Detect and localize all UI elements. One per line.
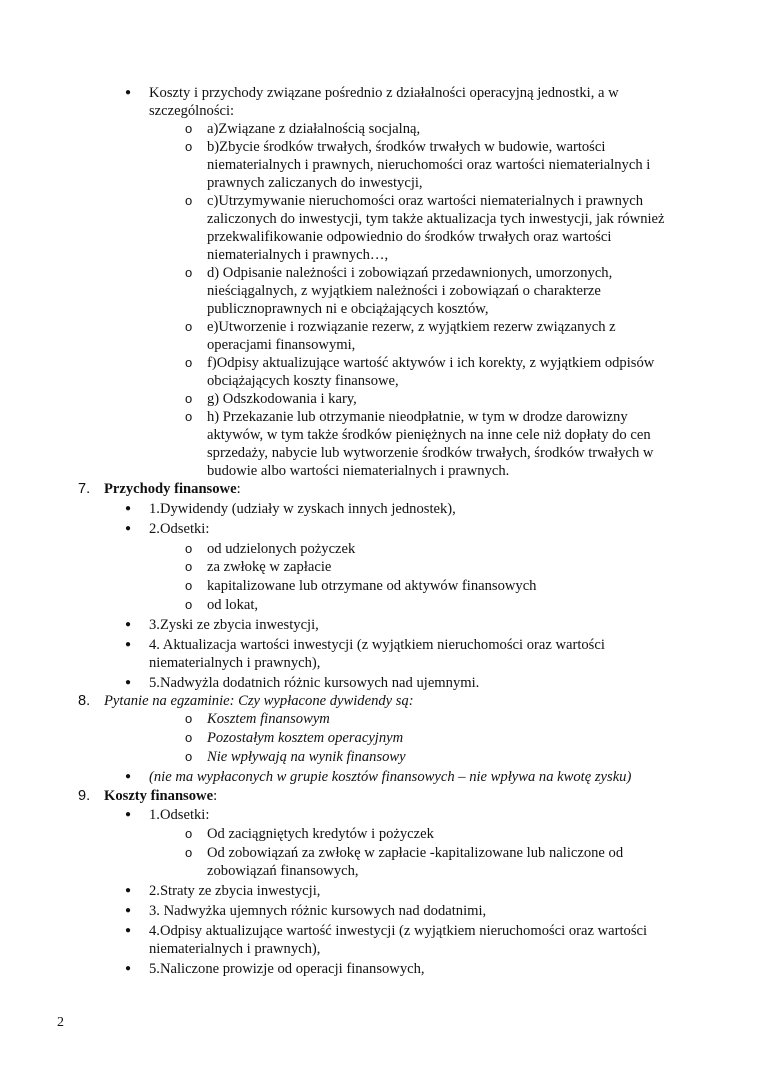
list-item: 3.Zyski ze zbycia inwestycji, — [149, 617, 319, 633]
list-item: zaliczonych do inwestycji, tym także aktualizacja tych inwestycji, jak również — [207, 211, 665, 227]
intro-line: Koszty i przychody związane pośrednio z działalności operacyjną jednostki, a w — [149, 85, 619, 101]
section-title: Koszty finansowe — [104, 788, 214, 804]
bullet-icon: ● — [125, 809, 132, 820]
bullet-icon: ● — [125, 87, 132, 98]
circle-bullet-icon: o — [185, 355, 193, 370]
circle-bullet-icon: o — [185, 139, 193, 154]
list-item: kapitalizowane lub otrzymane od aktywów finansowych — [207, 578, 537, 594]
list-item: e)Utworzenie i rozwiązanie rezerw, z wyjątkiem rezerw związanych z — [207, 319, 616, 335]
list-item: niematerialnych i prawnych…, — [207, 247, 389, 263]
bullet-icon: ● — [125, 523, 132, 534]
bullet-icon: ● — [125, 963, 132, 974]
list-item: zobowiązań finansowych, — [207, 863, 359, 879]
circle-bullet-icon: o — [185, 265, 193, 280]
circle-bullet-icon: o — [185, 597, 193, 612]
exam-answer: (nie ma wypłaconych w grupie kosztów finansowych – nie wpływa na kwotę zysku) — [149, 769, 632, 785]
list-item: 4.Odpisy aktualizujące wartość inwestycji (z wyjątkiem nieruchomości oraz wartości — [149, 923, 648, 939]
circle-bullet-icon: o — [185, 845, 193, 860]
list-item: za zwłokę w zapłacie — [207, 559, 332, 575]
intro-line: szczególności: — [149, 103, 235, 119]
circle-bullet-icon: o — [185, 121, 193, 136]
list-item: 2.Straty ze zbycia inwestycji, — [149, 883, 321, 899]
heading-colon: : — [213, 788, 218, 804]
list-item: g) Odszkodowania i kary, — [207, 391, 357, 407]
list-item: Od zobowiązań za zwłokę w zapłacie -kapitalizowane lub naliczone od — [207, 845, 624, 861]
answer-option: Kosztem finansowym — [207, 711, 330, 727]
section-number: 9. — [78, 788, 91, 804]
list-item: nieściągalnych, z wyjątkiem należności i zobowiązań o charakterze — [207, 283, 601, 299]
answer-option: Nie wpływają na wynik finansowy — [207, 749, 406, 765]
circle-bullet-icon: o — [185, 541, 193, 556]
list-item: operacjami finansowymi, — [207, 337, 356, 353]
circle-bullet-icon: o — [185, 319, 193, 334]
heading-colon: : — [236, 481, 241, 497]
circle-bullet-icon: o — [185, 826, 193, 841]
bullet-icon: ● — [125, 771, 132, 782]
circle-bullet-icon: o — [185, 578, 193, 593]
section-heading — [104, 480, 241, 498]
list-item: 4. Aktualizacja wartości inwestycji (z wyjątkiem nieruchomości oraz wartości — [149, 637, 605, 653]
list-item: 5.Naliczone prowizje od operacji finansowych, — [149, 961, 425, 977]
list-item: prawnych zaliczanych do inwestycji, — [207, 175, 423, 191]
section-title: Przychody finansowe — [104, 481, 237, 497]
circle-bullet-icon: o — [185, 711, 193, 726]
list-item: budowie albo wartości niematerialnych i prawnych. — [207, 463, 510, 479]
list-item: aktywów, w tym także środków pieniężnych na inne cele niż dopłaty do cen — [207, 427, 651, 443]
list-item: 3. Nadwyżka ujemnych różnic kursowych nad dodatnimi, — [149, 903, 487, 919]
answer-option: Pozostałym kosztem operacyjnym — [207, 730, 404, 746]
circle-bullet-icon: o — [185, 193, 193, 208]
circle-bullet-icon: o — [185, 749, 193, 764]
bullet-icon: ● — [125, 885, 132, 896]
list-item: a)Związane z działalnością socjalną, — [207, 121, 421, 137]
list-item: przekwalifikowanie odpowiednio do środków trwałych oraz wartości — [207, 229, 612, 245]
list-item: od udzielonych pożyczek — [207, 541, 356, 557]
section-number: 8. — [78, 693, 91, 709]
circle-bullet-icon: o — [185, 559, 193, 574]
list-item: publicznoprawnych ni e obciążających kosztów, — [207, 301, 489, 317]
bullet-icon: ● — [125, 639, 132, 650]
list-item: h) Przekazanie lub otrzymanie nieodpłatnie, w tym w drodze darowizny — [207, 409, 628, 425]
bullet-icon: ● — [125, 925, 132, 936]
list-item: Od zaciągniętych kredytów i pożyczek — [207, 826, 434, 842]
list-item: 1.Dywidendy (udziały w zyskach innych jednostek), — [149, 501, 456, 517]
list-item: f)Odpisy aktualizujące wartość aktywów i ich korekty, z wyjątkiem odpisów — [207, 355, 655, 371]
bullet-icon: ● — [125, 503, 132, 514]
list-item: 2.Odsetki: — [149, 521, 210, 537]
list-item: b)Zbycie środków trwałych, środków trwałych w budowie, wartości — [207, 139, 606, 155]
list-item: obciążających koszty finansowe, — [207, 373, 399, 389]
list-item: niematerialnych i prawnych), — [149, 655, 321, 671]
exam-question: Pytanie na egzaminie: Czy wypłacone dywidendy są: — [104, 693, 414, 709]
list-item: sprzedaży, nabycie lub wytworzenie środków trwałych, środków trwałych w — [207, 445, 654, 461]
bullet-icon: ● — [125, 619, 132, 630]
section-number: 7. — [78, 481, 91, 497]
list-item: od lokat, — [207, 597, 259, 613]
circle-bullet-icon: o — [185, 730, 193, 745]
list-item: c)Utrzymywanie nieruchomości oraz wartości niematerialnych i prawnych — [207, 193, 644, 209]
circle-bullet-icon: o — [185, 391, 193, 406]
list-item: 5.Nadwyżla dodatnich różnic kursowych nad ujemnymi. — [149, 675, 480, 691]
list-item: 1.Odsetki: — [149, 807, 210, 823]
bullet-icon: ● — [125, 905, 132, 916]
list-item: niematerialnych i prawnych), — [149, 941, 321, 957]
list-item: d) Odpisanie należności i zobowiązań przedawnionych, umorzonych, — [207, 265, 613, 281]
circle-bullet-icon: o — [185, 409, 193, 424]
bullet-icon: ● — [125, 677, 132, 688]
section-heading — [104, 787, 217, 805]
page-number: 2 — [57, 1015, 64, 1030]
list-item: niematerialnych i prawnych, nieruchomości oraz wartości niematerialnych i — [207, 157, 651, 173]
